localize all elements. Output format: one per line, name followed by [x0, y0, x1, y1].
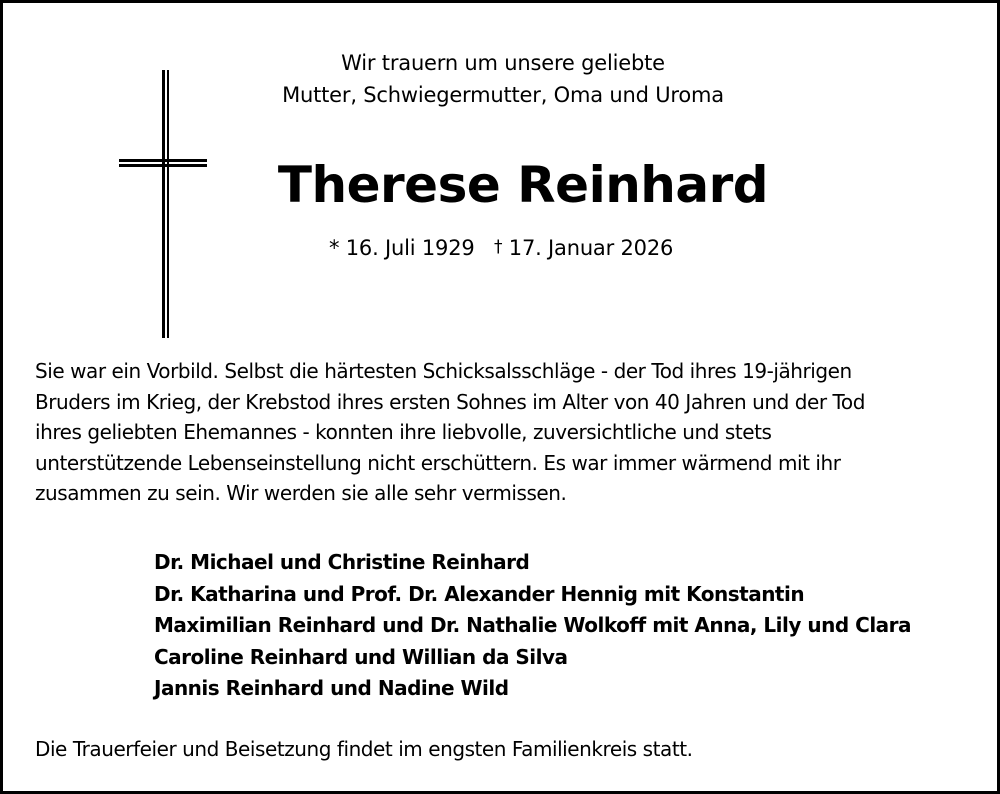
tribute-line: ihres geliebten Ehemannes - konnten ihre liebvolle, zuversichtliche und stets: [35, 420, 772, 444]
intro-text: [203, 47, 803, 111]
intro-line-2: Mutter, Schwiegermutter, Oma und Uroma: [282, 83, 724, 107]
mourner-entry: Dr. Katharina und Prof. Dr. Alexander Hennig mit Konstantin: [154, 581, 805, 606]
mourner-entry: Maximilian Reinhard und Dr. Nathalie Wolkoff mit Anna, Lily und Clara: [154, 613, 912, 637]
mourner-entry: Caroline Reinhard und Willian da Silva: [154, 644, 568, 669]
mourners-list: [154, 547, 911, 705]
life-dates: [329, 231, 673, 264]
mourner-entry: Dr. Michael und Christine Reinhard: [154, 550, 530, 574]
tribute-paragraph: [35, 356, 985, 509]
cross-icon: [119, 70, 209, 340]
mourner-entry: Jannis Reinhard und Nadine Wild: [154, 676, 509, 700]
death-symbol: †: [493, 237, 503, 257]
birth-date: * 16. Juli 1929: [329, 236, 475, 260]
deceased-name: Therese Reinhard: [277, 156, 769, 214]
death-date: 17. Januar 2026: [508, 236, 674, 260]
tribute-line: Sie war ein Vorbild. Selbst die härtesten Schicksalsschläge - der Tod ihres 19-jährigen: [35, 359, 852, 383]
tribute-line: Bruders im Krieg, der Krebstod ihres ersten Sohnes im Alter von 40 Jahren und der Tod: [35, 389, 865, 414]
closing-note: Die Trauerfeier und Beisetzung findet im engsten Familienkreis statt.: [35, 737, 693, 761]
tribute-line: unterstützende Lebenseinstellung nicht erschüttern. Es war immer wärmend mit ihr: [35, 450, 841, 475]
intro-line-1: Wir trauern um unsere geliebte: [341, 51, 665, 75]
tribute-line: zusammen zu sein. Wir werden sie alle sehr vermissen.: [35, 481, 567, 505]
